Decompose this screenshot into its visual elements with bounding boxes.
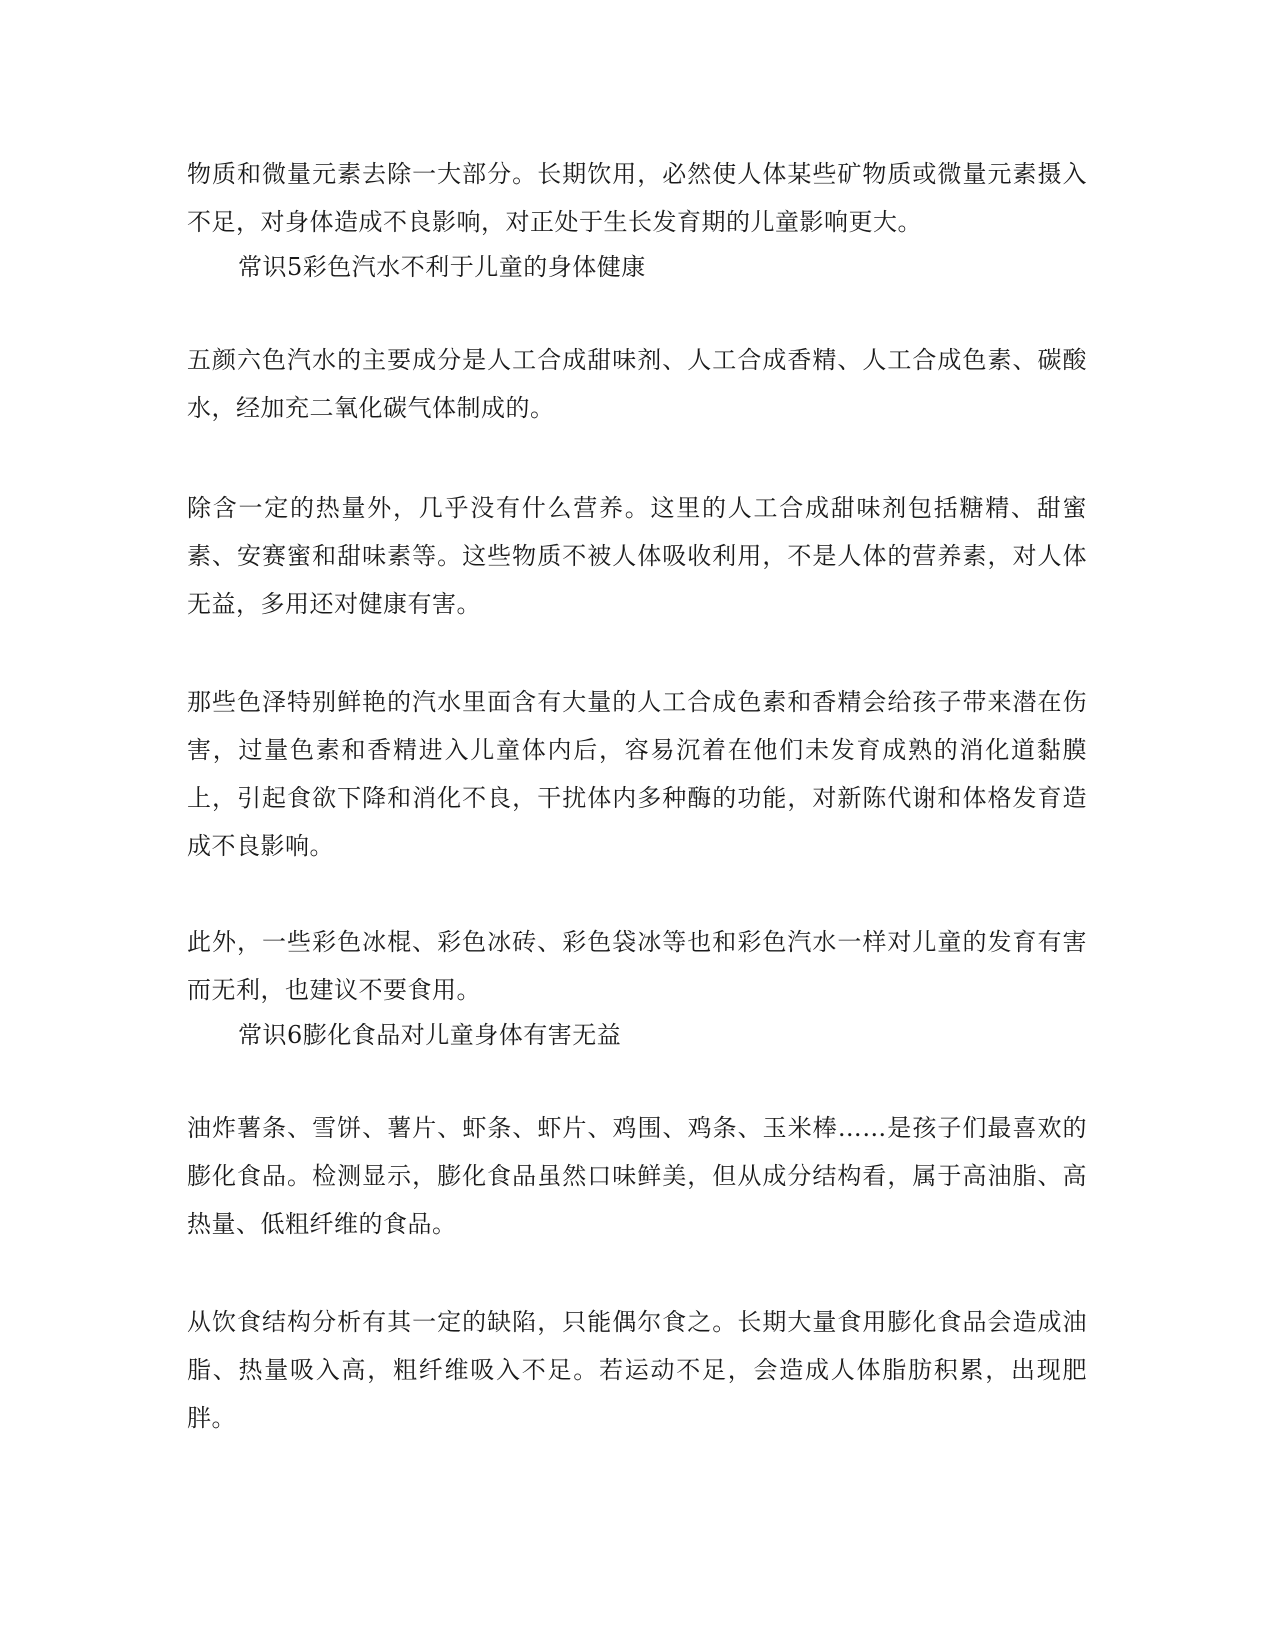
paragraph-sweeteners: 除含一定的热量外，几乎没有什么营养。这里的人工合成甜味剂包括糖精、甜蜜素、安赛蜜和甜味素等。这些物质不被人体吸收利用，不是人体的营养素，对人体无益，多用还对健康有害。 (187, 494, 1087, 618)
heading-tip-5: 常识5彩色汽水不利于儿童的身体健康 (238, 253, 646, 281)
paragraph-colored-ice: 此外，一些彩色冰棍、彩色冰砖、彩色袋冰等也和彩色汽水一样对儿童的发育有害而无利，也建议不要食用。 (187, 928, 1087, 1004)
paragraph-diet-structure: 从饮食结构分析有其一定的缺陷，只能偶尔食之。长期大量食用膨化食品会造成油脂、热量吸入高，粗纤维吸入不足。若运动不足，会造成人体脂肪积累，出现肥胖。 (187, 1308, 1087, 1432)
paragraph-mineral-loss: 物质和微量元素去除一大部分。长期饮用，必然使人体某些矿物质或微量元素摄入不足，对身体造成不良影响，对正处于生长发育期的儿童影响更大。 (187, 160, 1087, 236)
paragraph-artificial-colors: 那些色泽特别鲜艳的汽水里面含有大量的人工合成色素和香精会给孩子带来潜在伤害，过量色素和香精进入儿童体内后，容易沉着在他们未发育成熟的消化道黏膜上，引起食欲下降和消化不良，干扰体内多种酶的功能，对新陈代谢和体格发育造成不良影响。 (187, 688, 1087, 860)
paragraph-puffed-food: 油炸薯条、雪饼、薯片、虾条、虾片、鸡围、鸡条、玉米棒……是孩子们最喜欢的膨化食品。检测显示，膨化食品虽然口味鲜美，但从成分结构看，属于高油脂、高热量、低粗纤维的食品。 (187, 1114, 1087, 1238)
heading-tip-6: 常识6膨化食品对儿童身体有害无益 (238, 1021, 622, 1049)
paragraph-soda-ingredients: 五颜六色汽水的主要成分是人工合成甜味剂、人工合成香精、人工合成色素、碳酸水，经加充二氧化碳气体制成的。 (187, 346, 1087, 422)
